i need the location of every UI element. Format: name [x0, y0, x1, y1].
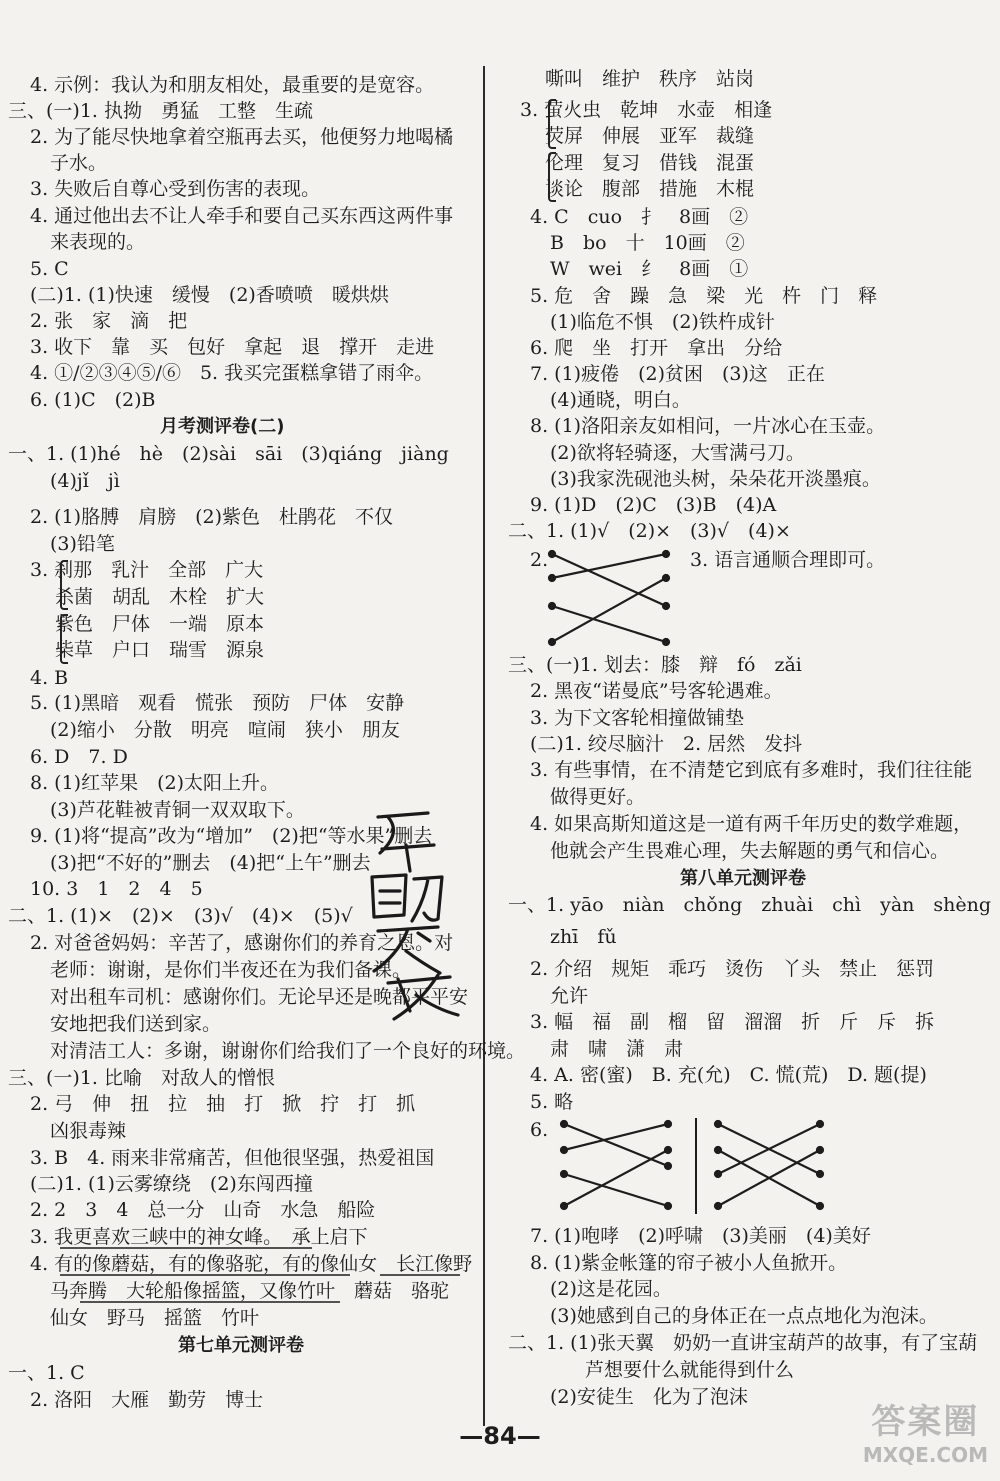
answer-line: 安地把我们送到家。: [50, 1013, 222, 1035]
answer-line: 紫色 尸体 一端 原本: [30, 613, 265, 635]
matching-lines-diagram-2: [550, 1118, 930, 1218]
answer-line: 4. 如果高斯知道这是一道有两千年历史的数学难题，: [530, 813, 973, 835]
answer-line: 凶狠毒辣: [50, 1120, 127, 1142]
group-bracket: [60, 614, 68, 664]
answer-line: 一、1. C: [8, 1362, 85, 1384]
answer-line: 5. C: [30, 258, 69, 280]
answer-line: 3. 我更喜欢三峡中的神女峰。 承上启下: [30, 1226, 368, 1248]
answer-line: 3. 语言通顺合理即可。: [690, 549, 886, 571]
answer-line: 2.: [530, 549, 549, 571]
answer-line: 2. 弓 伸 扭 拉 抽 打 掀 拧 打 抓: [30, 1093, 416, 1115]
answer-line: 3. 收下 靠 买 包好 拿起 退 撑开 走进: [30, 336, 435, 358]
answer-line: 3. 萤火虫 乾坤 水壶 相逢: [520, 99, 773, 121]
answer-line: 2. 介绍 规矩 乖巧 烫伤 丫头 禁止 惩罚: [530, 958, 935, 980]
answer-line: (3)她感到自己的身体正在一点点地化为泡沫。: [550, 1305, 938, 1327]
answer-line: 荧屏 伸展 亚军 裁缝: [520, 125, 755, 147]
answer-line: 对出租车司机：感谢你们。无论早还是晚都平平安: [50, 986, 469, 1008]
answer-line: (4)通晓，明白。: [550, 389, 691, 411]
answer-line: 允许: [550, 985, 589, 1007]
answer-line: (3)铅笔: [50, 533, 115, 555]
answer-line: 二、1. (1)张天翼 奶奶一直讲宝葫芦的故事，有了宝葫: [508, 1332, 978, 1354]
answer-line: 他就会产生畏难心理，失去解题的勇气和信心。: [550, 840, 950, 862]
answer-line: 4. B: [30, 667, 69, 689]
answer-line: 3. 幅 福 副 榴 留 溜溜 折 斤 斥 拆: [530, 1011, 935, 1033]
answer-line: 三、(一)1. 划去：膝 辩 fó zǎi: [508, 654, 802, 676]
watermark-title: 答案圈: [871, 1402, 980, 1442]
answer-line: 做得更好。: [550, 786, 646, 808]
answer-line: 6. (1)C (2)B: [30, 389, 156, 411]
group-bracket: [548, 152, 556, 202]
answer-line: 子水。: [50, 152, 108, 174]
answer-line: 二、1. (1)√ (2)× (3)√ (4)×: [508, 520, 791, 542]
answer-line: 三、(一)1. 比喻 对敌人的憎恨: [8, 1067, 275, 1089]
answer-line: 三、(一)1. 执拗 勇猛 工整 生疏: [8, 100, 313, 122]
answer-line: 3. 刹那 乳汁 全部 广大: [30, 559, 264, 581]
answer-line: 2. 张 家 滴 把: [30, 310, 188, 332]
answer-line: 9. (1)D (2)C (3)B (4)A: [530, 494, 777, 516]
answer-line: (4)jǐ jì: [50, 470, 120, 492]
answer-line: 杀菌 胡乱 木栓 扩大: [30, 586, 265, 608]
answer-line: 仙女 野马 摇篮 竹叶: [50, 1307, 260, 1329]
answer-line: (二)1. 绞尽脑汁 2. 居然 发抖: [530, 733, 803, 755]
answer-underlines: [20, 1240, 480, 1320]
answer-line: 一、1. yāo niàn chǒng zhuài chì yàn shèng: [508, 894, 992, 916]
answer-line: 4. 示例：我认为和朋友相处，最重要的是宽容。: [30, 74, 435, 96]
answer-line: 6. 爬 坐 打开 拿出 分给: [530, 337, 783, 359]
answer-line: (3)把“不好的”删去 (4)把“上午”删去: [50, 852, 371, 874]
answer-line: 8. (1)紫金帐篷的帘子被小人鱼掀开。: [530, 1252, 848, 1274]
answer-line: 2. (1)胳膊 肩膀 (2)紫色 杜鹃花 不仅: [30, 506, 393, 528]
answer-line: 7. (1)疲倦 (2)贫困 (3)这 正在: [530, 363, 825, 385]
answer-line: (二)1. (1)云雾缭绕 (2)东闯西撞: [30, 1173, 313, 1195]
answer-line: 4. 通过他出去不让人牵手和要自己买东西这两件事: [30, 205, 454, 227]
section-heading: 第七单元测评卷: [178, 1335, 304, 1356]
answer-line: (1)临危不惧 (2)铁杵成针: [550, 311, 775, 333]
answer-line: 老师：谢谢，是你们半夜还在为我们备课。: [50, 959, 412, 981]
site-watermark-logo: [863, 1394, 988, 1467]
answer-line: 二、1. (1)× (2)× (3)√ (4)× (5)√: [8, 905, 353, 927]
answer-line: 马奔腾 大轮船像摇篮，又像竹叶 蘑菇 骆驼: [50, 1280, 450, 1302]
answer-line: 8. (1)红苹果 (2)太阳上升。: [30, 772, 279, 794]
column-divider: [483, 66, 485, 1426]
answer-line: (二)1. (1)快速 缓慢 (2)香喷喷 暖烘烘: [30, 284, 389, 306]
answer-line: 2. 对爸爸妈妈：辛苦了，感谢你们的养育之恩。对: [30, 932, 454, 954]
answer-line: 2. 黑夜“诺曼底”号客轮遇难。: [530, 680, 783, 702]
answer-line: zhī fǔ: [550, 926, 617, 948]
answer-line: 9. (1)将“提高”改为“增加” (2)把“等水果”删去: [30, 825, 433, 847]
answer-line: 芦想要什么就能得到什么: [585, 1359, 795, 1381]
answer-line: (2)这是花园。: [550, 1278, 672, 1300]
answer-line: (3)芦花鞋被青铜一双双取下。: [50, 799, 305, 821]
answer-line: 谈论 腹部 措施 木棍: [520, 178, 755, 200]
answer-line: 肃 啸 潇 肃: [550, 1038, 684, 1060]
answer-line: 5. 危 舍 躁 急 梁 光 杵 门 释: [530, 285, 878, 307]
group-bracket: [548, 99, 556, 149]
handwritten-scribble: [358, 805, 478, 1025]
answer-line: 对清洁工人：多谢，谢谢你们给我们了一个良好的环境。: [50, 1040, 526, 1062]
answer-line: 柴草 户口 瑞雪 源泉: [30, 639, 265, 661]
answer-line: 6.: [530, 1119, 549, 1141]
answer-line: 3. 有些事情，在不清楚它到底有多难时，我们往往能: [530, 759, 973, 781]
answer-line: 来表现的。: [50, 231, 146, 253]
answer-line: 嘶叫 维护 秩序 站岗: [545, 68, 755, 90]
answer-line: 4. 有的像蘑菇，有的像骆驼，有的像仙女 长江像野: [30, 1253, 473, 1275]
group-bracket: [60, 560, 68, 610]
page-number: —84—: [459, 1422, 541, 1450]
answer-line: B bo 十 10画 ②: [550, 232, 745, 254]
watermark-url: MXQE.COM: [862, 1443, 988, 1467]
answer-line: (3)我家洗砚池头树，朵朵花开淡墨痕。: [550, 468, 881, 490]
answer-line: 伦理 复习 借钱 混蛋: [520, 152, 755, 174]
answer-line: (2)安徒生 化为了泡沫: [550, 1386, 748, 1408]
section-heading: 月考测评卷(二): [160, 416, 285, 437]
answer-line: 8. (1)洛阳亲友如相问，一片冰心在玉壶。: [530, 415, 886, 437]
answer-line: 2. 为了能尽快地拿着空瓶再去买，他便努力地喝橘: [30, 126, 454, 148]
matching-lines-diagram-1: [540, 546, 680, 656]
answer-line: W wei 纟 8画 ①: [550, 258, 749, 280]
answer-line: (2)欲将轻骑逐，大雪满弓刀。: [550, 442, 805, 464]
answer-line: 10. 3 1 2 4 5: [30, 878, 203, 900]
answer-line: 5. 略: [530, 1091, 574, 1113]
answer-line: 6. D 7. D: [30, 746, 128, 768]
answer-line: (2)缩小 分散 明亮 喧闹 狭小 朋友: [50, 719, 400, 741]
section-heading: 第八单元测评卷: [680, 868, 806, 889]
answer-line: 2. 2 3 4 总一分 山奇 水急 船险: [30, 1199, 376, 1221]
answer-line: 一、1. (1)hé hè (2)sài sāi (3)qiáng jiàng: [8, 443, 449, 465]
answer-line: 5. (1)黑暗 观看 慌张 预防 尸体 安静: [30, 692, 405, 714]
answer-line: 4. C cuo 扌 8画 ②: [530, 206, 749, 228]
answer-line: 3. B 4. 雨来非常痛苦，但他很坚强，热爱祖国: [30, 1147, 435, 1169]
answer-line: 4. A. 密(蜜) B. 充(允) C. 慌(荒) D. 题(提): [530, 1064, 927, 1086]
answer-line: 4. ①/②③④⑤/⑥ 5. 我买完蛋糕拿错了雨伞。: [30, 362, 434, 384]
answer-line: 2. 洛阳 大雁 勤劳 博士: [30, 1389, 264, 1411]
answer-line: 7. (1)咆哮 (2)呼啸 (3)美丽 (4)美好: [530, 1225, 871, 1247]
answer-line: 3. 为下文客轮相撞做铺垫: [530, 707, 745, 729]
answer-line: 3. 失败后自尊心受到伤害的表现。: [30, 178, 321, 200]
